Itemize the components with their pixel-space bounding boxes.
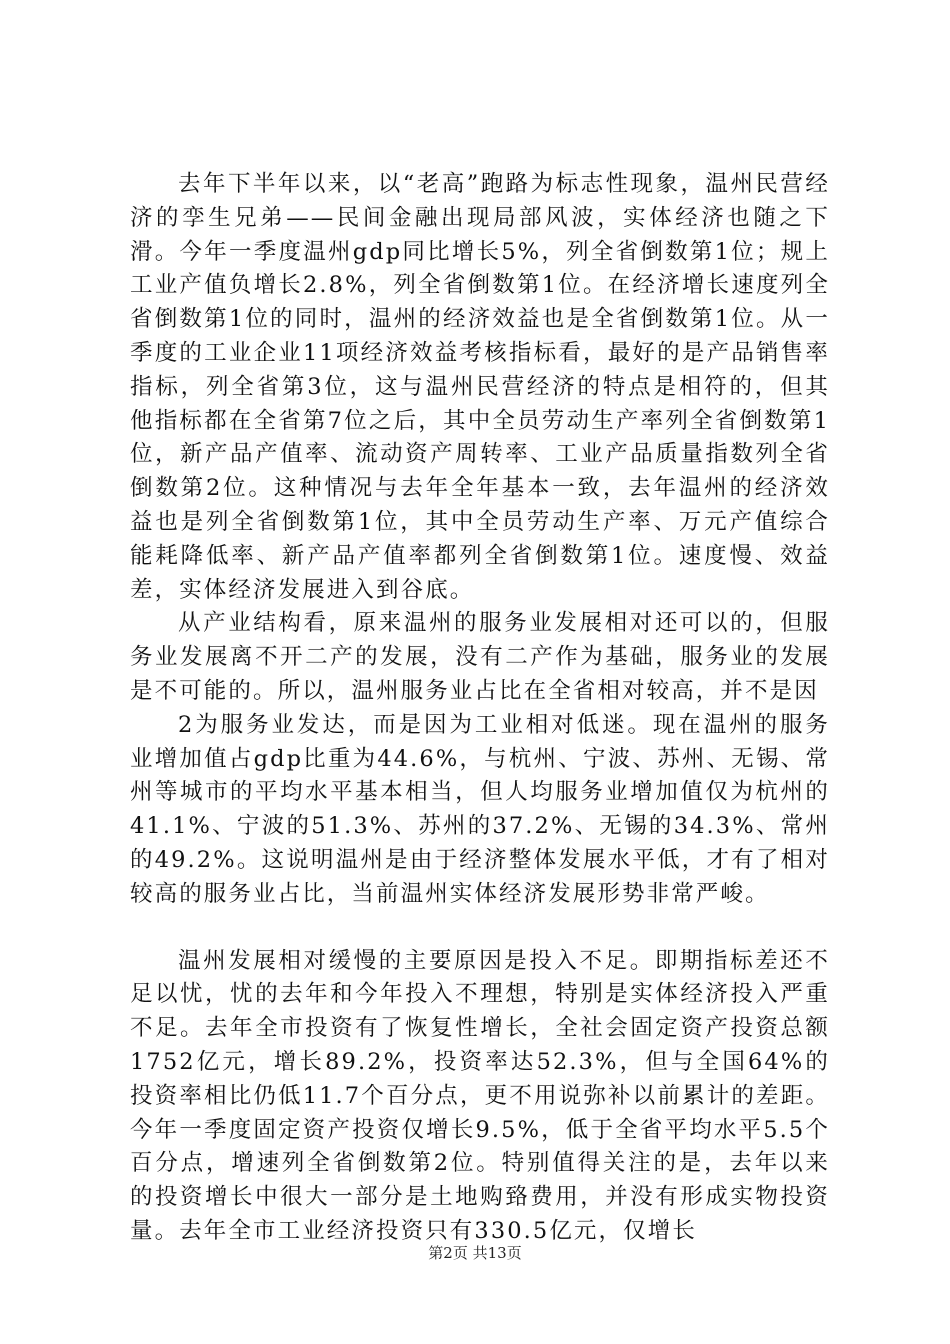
document-body [130, 168, 830, 1249]
paragraph-4: 温州发展相对缓慢的主要原因是投入不足。即期指标差还不足以忧，忧的去年和今年投入不理想，特别是实体经济投入严重不足。去年全市投资有了恢复性增长，全社会固定资产投资总额1752亿元，增长89.2%，投资率达52.3%，但与全国64%的投资率相比仍低11.7个百分点，更不用说弥补以前累计的差距。今年一季度固定资产投资仅增长9.5%，低于全省平均水平5.5个百分点，增速列全省倒数第2位。特别值得关注的是，去年以来的投资增长中很大一部分是土地购臵费用，并没有形成实物投资量。去年全市工业经济投资只有330.5亿元，仅增长 [130, 947, 830, 1244]
page-number-footer: 第2页 共13页 [428, 1244, 522, 1262]
paragraph-2: 从产业结构看，原来温州的服务业发展相对还可以的，但服务业发展离不开二产的发展，没有二产作为基础，服务业的发展是不可能的。所以，温州服务业占比在全省相对较高，并不是因 [130, 610, 830, 704]
paragraph-1: 去年下半年以来，以“老高”跑路为标志性现象，温州民营经济的孪生兄弟——民间金融出现局部风波，实体经济也随之下滑。今年一季度温州gdp同比增长5%，列全省倒数第1位；规上工业产值负增长2.8%，列全省倒数第1位。在经济增长速度列全省倒数第1位的同时，温州的经济效益也是全省倒数第1位。从一季度的工业企业11项经济效益考核指标看，最好的是产品销售率指标，列全省第3位，这与温州民营经济的特点是相符的，但其他指标都在全省第7位之后，其中全员劳动生产率列全省倒数第1位，新产品产值率、流动资产周转率、工业产品质量指数列全省倒数第2位。这种情况与去年全年基本一致，去年温州的经济效益也是列全省倒数第1位，其中全员劳动生产率、万元产值综合能耗降低率、新产品产值率都列全省倒数第1位。速度慢、效益差，实体经济发展进入到谷底。 [130, 171, 830, 603]
paragraph-3: 2为服务业发达，而是因为工业相对低迷。现在温州的服务业增加值占gdp比重为44.6%，与杭州、宁波、苏州、无锡、常州等城市的平均水平基本相当，但人均服务业增加值仅为杭州的41.1%、宁波的51.3%、苏州的37.2%、无锡的34.3%、常州的49.2%。这说明温州是由于经济整体发展水平低，才有了相对较高的服务业占比，当前温州实体经济发展形势非常严峻。 [130, 711, 830, 907]
